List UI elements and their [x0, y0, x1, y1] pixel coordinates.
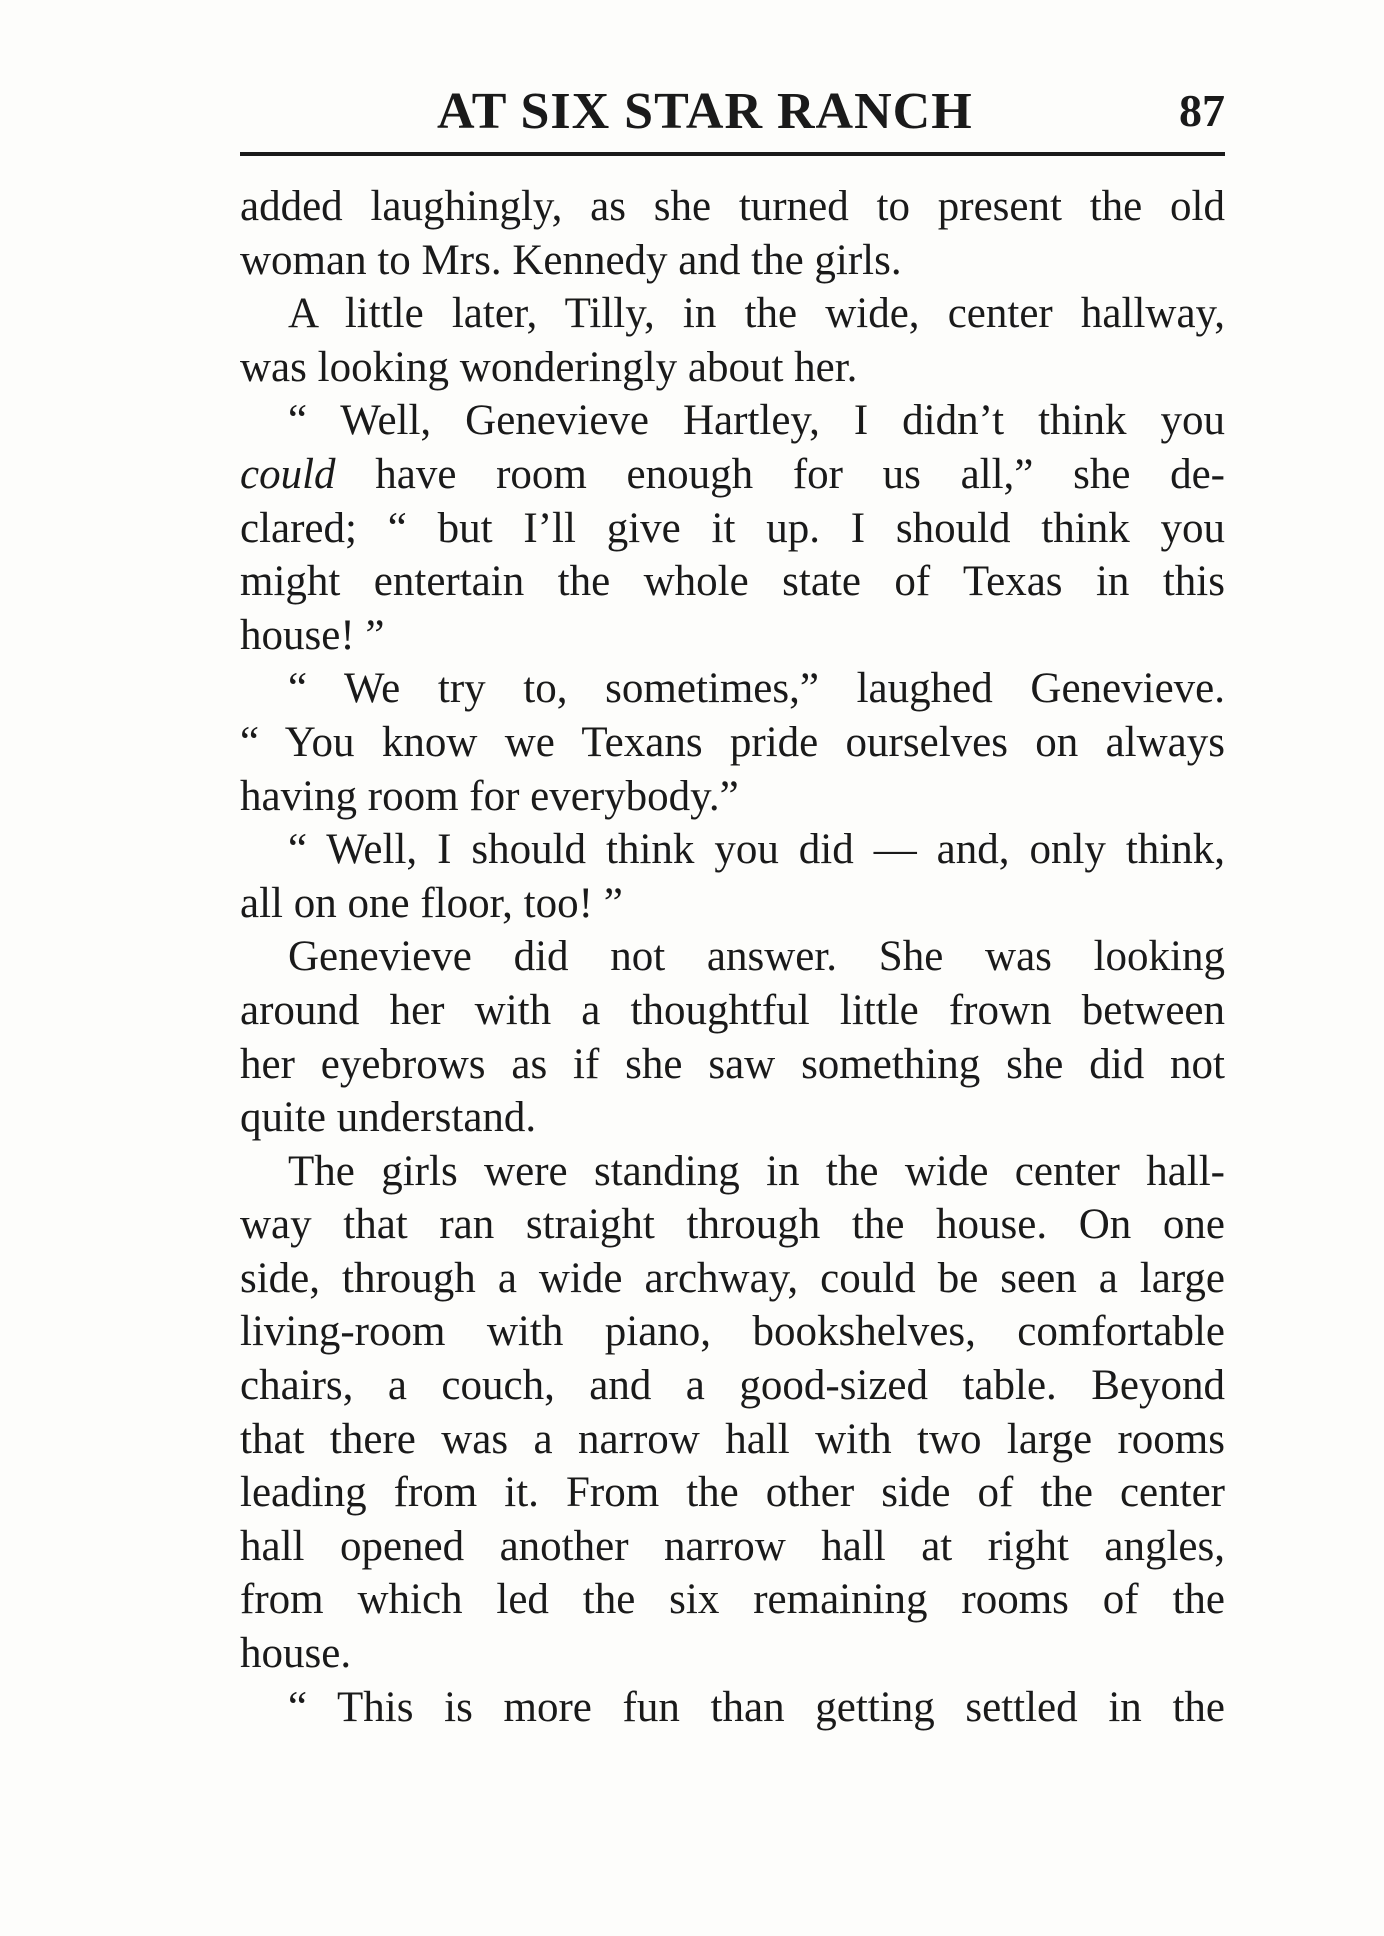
text-line: clared; “ but I’ll give it up. I should think you: [240, 504, 1225, 552]
text-line: “ Well, Genevieve Hartley, I didn’t think you: [288, 397, 1225, 445]
text-line: was looking wonderingly about her.: [240, 343, 858, 391]
text-line: that there was a narrow hall with two large rooms: [240, 1415, 1225, 1463]
text-line: “ You know we Texans pride ourselves on always: [240, 718, 1225, 766]
page-number: 87: [1179, 85, 1225, 136]
text-line: A little later, Tilly, in the wide, center hallway,: [288, 290, 1225, 338]
body-text: [240, 180, 1225, 1734]
text-line: added laughingly, as she turned to present the old: [240, 183, 1225, 230]
text-line: might entertain the whole state of Texas in this: [240, 558, 1225, 606]
text-line: way that ran straight through the house. On one: [240, 1201, 1225, 1249]
text-line: “ This is more fun than getting settled in the: [288, 1683, 1225, 1731]
text-line: [240, 448, 1225, 502]
text-line: “ We try to, sometimes,” laughed Genevieve.: [288, 665, 1225, 713]
text-line: “ Well, I should think you did — and, only think,: [288, 826, 1225, 874]
text-line: chairs, a couch, and a good-sized table. Beyond: [240, 1362, 1225, 1410]
text-line: all on one floor, too! ”: [240, 879, 623, 927]
text-line: leading from it. From the other side of the center: [240, 1469, 1225, 1517]
header-rule: [240, 152, 1225, 156]
text-line: around her with a thoughtful little frown between: [240, 986, 1225, 1034]
text-line: living-room with piano, bookshelves, comfortable: [240, 1308, 1225, 1356]
emphasis-text: could: [240, 450, 336, 498]
text-line: her eyebrows as if she saw something she did not: [240, 1040, 1225, 1088]
text-line: house! ”: [240, 611, 385, 659]
page-header: [240, 82, 1225, 142]
text-line: hall opened another narrow hall at right angles,: [240, 1522, 1225, 1570]
text-segment: have room enough for us all,” she de-: [335, 450, 1225, 498]
text-line: side, through a wide archway, could be seen a large: [240, 1254, 1225, 1302]
text-line: Genevieve did not answer. She was looking: [288, 933, 1225, 981]
running-title: AT SIX STAR RANCH: [437, 83, 973, 140]
text-line: woman to Mrs. Kennedy and the girls.: [240, 236, 902, 284]
text-line: house.: [240, 1630, 352, 1678]
text-line: having room for everybody.”: [240, 772, 739, 820]
text-line: quite understand.: [240, 1094, 537, 1142]
text-line: from which led the six remaining rooms of the: [240, 1576, 1225, 1624]
text-line: The girls were standing in the wide center hall-: [288, 1147, 1225, 1195]
